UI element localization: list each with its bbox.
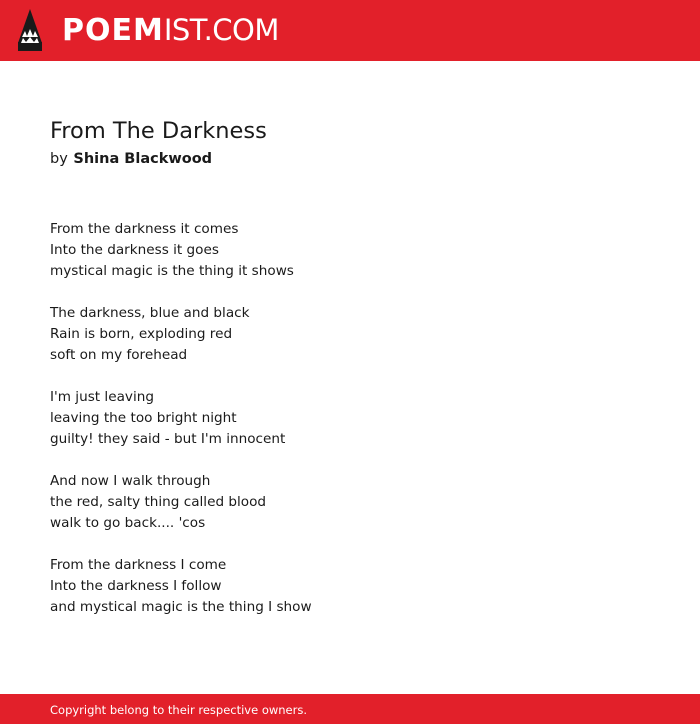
copyright-notice: Copyright belong to their respective owners. — [50, 703, 308, 717]
pencil-icon[interactable] — [18, 9, 42, 51]
poem-byline — [50, 148, 212, 170]
poem-line: Into the darkness it goes — [50, 242, 219, 258]
poem-line: mystical magic is the thing it shows — [50, 263, 294, 279]
stanza — [50, 471, 312, 534]
stanza — [50, 219, 312, 282]
poem-author: Shina Blackwood — [73, 151, 213, 167]
poem-line: and mystical magic is the thing I show — [50, 599, 312, 615]
poem-line: leaving the too bright night — [50, 410, 237, 426]
poem-line: Rain is born, exploding red — [50, 326, 233, 342]
site-logo[interactable] — [62, 11, 279, 50]
poem-line: soft on my forehead — [50, 347, 188, 363]
poem-line: guilty! they said - but I'm innocent — [50, 431, 286, 447]
poem-line: I'm just leaving — [50, 389, 154, 405]
poem-line: walk to go back.... 'cos — [50, 515, 206, 531]
poem-line: Into the darkness I follow — [50, 578, 222, 594]
logo-text-light: IST.COM — [163, 13, 279, 47]
poem-line: From the darkness it comes — [50, 221, 239, 237]
stanza — [50, 555, 312, 618]
poem-line: From the darkness I come — [50, 557, 227, 573]
poem-line: The darkness, blue and black — [50, 305, 250, 321]
stanza — [50, 303, 312, 366]
logo-text-strong: POEM — [62, 13, 164, 48]
byline-prefix: by — [50, 151, 68, 167]
site-header — [0, 0, 700, 61]
poem-body — [50, 219, 312, 639]
poem-line: the red, salty thing called blood — [50, 494, 267, 510]
site-footer — [0, 694, 700, 724]
poem-title: From The Darkness — [50, 118, 267, 144]
poem-line: And now I walk through — [50, 473, 211, 489]
stanza — [50, 387, 312, 450]
